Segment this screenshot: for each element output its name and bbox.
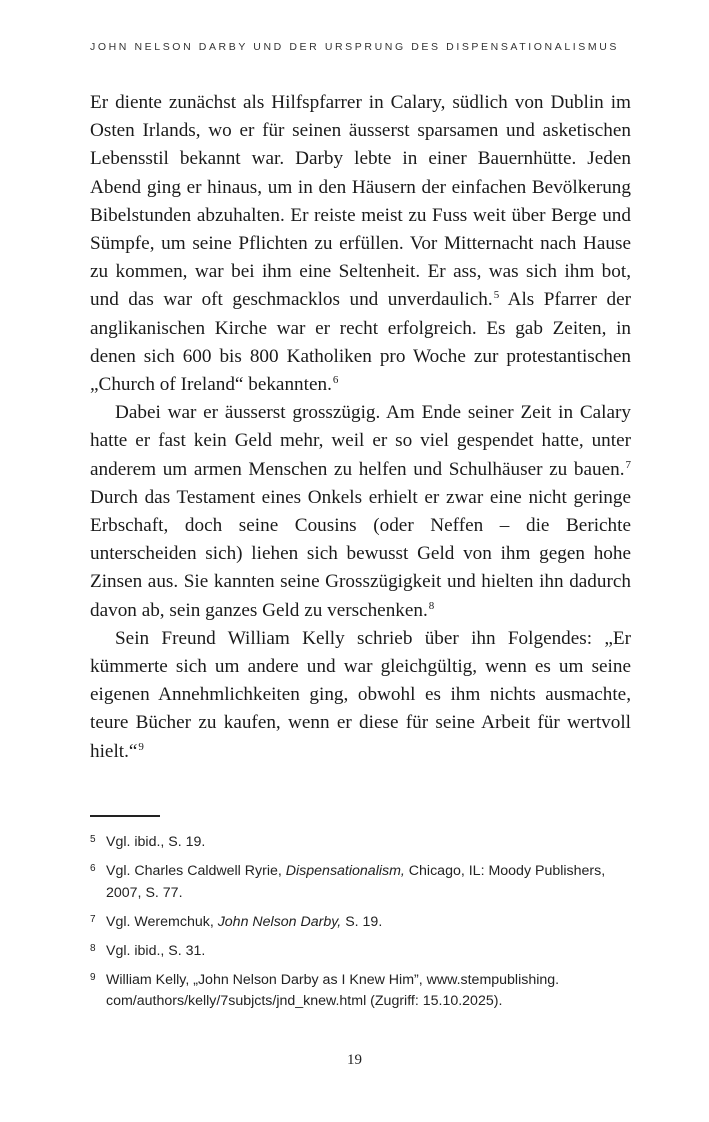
footnote-text: Chicago, IL: Moody Publishers, 2007, S. 77. (106, 863, 606, 901)
paragraph-1 (90, 89, 631, 399)
footnote-ref-7: 7 (625, 458, 631, 471)
footnote-number: 7 (90, 913, 96, 925)
footnote-text: Vgl. Weremchuk, (106, 913, 218, 930)
paragraph-text: Als Pfarrer der anglikanischen Kirche war er recht erfolgreich. Es gab Zeiten, in denen sich 600 bis 800 Katholiken pro Woche zur protestantischen „Church of Ireland“ bekannten. (90, 289, 632, 396)
footnote-ref-8: 8 (428, 599, 435, 612)
paragraph-text: Dabei war er äusserst grosszügig. Am Ende seiner Zeit in Calary hatte er fast kein Geld mehr, weil er so viel gespendet hatte, unter anderem um armen Menschen zu helfen und Schulhäuser zu bauen. (90, 402, 631, 480)
running-header: JOHN NELSON DARBY UND DER URSPRUNG DES DISPENSATIONALISMUS (89, 41, 620, 53)
paragraph-text: Sein Freund William Kelly schrieb über ihn Folgendes: „Er kümmerte sich um andere und war gleichgültig, wenn es um seine eigenen Annehmlichkeiten ging, obwohl es ihm nichts ausmachte, teure Bücher zu kaufen, wenn er diese für seine Arbeit für wertvoll hielt.“ (90, 627, 631, 762)
paragraph-text: Durch das Testament eines Onkels erhielt er zwar eine nicht geringe Erbschaft, doch seine Cousins (oder Neffen – die Berichte unterscheiden sich) liehen sich bewusst Geld von ihm gegen hohe Zinsen aus. Sie kannten seine Grosszügigkeit und hielten ihn dadurch davon ab, sein ganzes Geld zu verschenken. (90, 486, 631, 621)
paragraph-3 (90, 625, 631, 766)
footnotes (90, 832, 631, 1020)
footnote-number: 6 (90, 863, 96, 874)
footnote-text: Vgl. ibid., S. 19. (106, 834, 206, 850)
footnote-title: Dispensationalism, (285, 863, 405, 879)
footnote-number: 8 (90, 942, 96, 954)
paragraph-text: Er diente zunächst als Hilfspfarrer in Calary, südlich von Dublin im Osten Irlands, wo er für seinen äusserst sparsamen und asketischen Lebensstil bekannt war. Darby lebte in einer Bauernhütte. Jeden Abend ging er hinaus, um in den Häusern der einfachen Bevölkerung Bibelstunden abzuhalten. Er reiste meist zu Fuss weit über Berge und Sümpfe, um seine Pflichten zu erfüllen. Vor Mitternacht nach Hause zu kommen, war bei ihm eine Seltenheit. Er ass, was sich ihm bot, und das war oft geschmacklos und unverdaulich. (90, 92, 631, 311)
footnote-separator (90, 815, 160, 817)
footnote-number: 5 (90, 834, 96, 845)
footnote-7 (90, 912, 631, 934)
footnote-5 (90, 832, 631, 854)
footnote-6 (90, 861, 631, 904)
footnote-9 (90, 970, 631, 1013)
paragraph-2 (90, 399, 631, 625)
footnote-text: S. 19. (341, 913, 383, 930)
main-text (90, 89, 631, 766)
footnote-8 (90, 941, 631, 963)
footnote-ref-5: 5 (493, 289, 500, 302)
footnote-text: William Kelly, „John Nelson Darby as I Knew Him”, www.stempublishing.​com/authors/kelly/7subjcts/jnd_knew.html (Zugriff: 15.10.2025). (106, 971, 560, 1009)
footnote-ref-9: 9 (138, 740, 144, 753)
page-number: 19 (347, 1052, 362, 1068)
footnote-text: Vgl. ibid., S. 31. (106, 942, 206, 959)
footnote-text: Vgl. Charles Caldwell Ryrie, (106, 863, 286, 879)
footnote-title: John Nelson Darby, (217, 913, 342, 930)
footnote-number: 9 (90, 971, 96, 983)
footnote-ref-6: 6 (332, 374, 339, 387)
